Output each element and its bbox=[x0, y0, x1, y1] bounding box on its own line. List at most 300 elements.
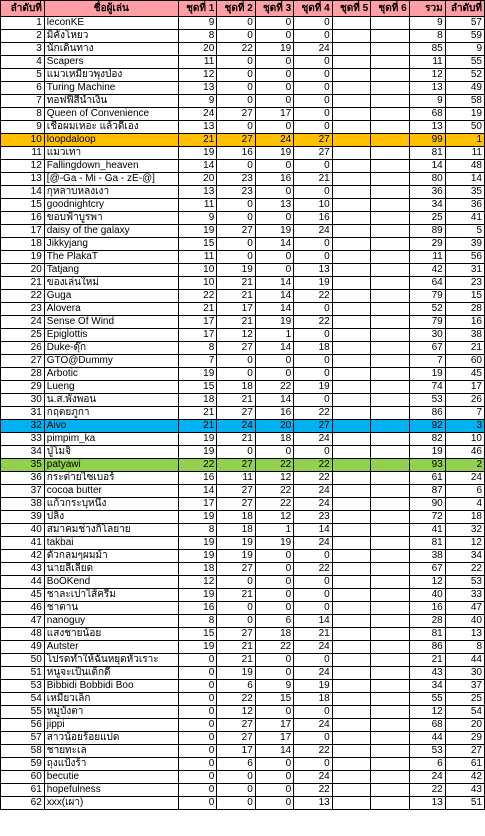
table-row bbox=[1, 17, 485, 30]
cell-set-3: 0 bbox=[255, 17, 293, 30]
cell-set-5 bbox=[332, 264, 370, 277]
cell-no: 60 bbox=[1, 771, 45, 784]
cell-player-name: Bibbidi Bobbidi Boo bbox=[44, 680, 178, 693]
cell-set-4: 24 bbox=[294, 667, 332, 680]
cell-set-6 bbox=[371, 316, 409, 329]
cell-total: 92 bbox=[409, 420, 445, 433]
cell-player-name: มิคังโหยว bbox=[44, 30, 178, 43]
cell-player-name: hopefulness bbox=[44, 784, 178, 797]
cell-total: 43 bbox=[409, 667, 445, 680]
header-rank: ลำดับที่ bbox=[445, 1, 484, 17]
cell-total: 6 bbox=[409, 758, 445, 771]
cell-total: 55 bbox=[409, 693, 445, 706]
cell-set-3: 0 bbox=[255, 69, 293, 82]
cell-rank: 59 bbox=[445, 30, 484, 43]
cell-set-4: 21 bbox=[294, 628, 332, 641]
cell-set-5 bbox=[332, 654, 370, 667]
cell-set-3: 0 bbox=[255, 355, 293, 368]
cell-set-3: 0 bbox=[255, 368, 293, 381]
table-row bbox=[1, 82, 485, 95]
table-row bbox=[1, 43, 485, 56]
cell-total: 68 bbox=[409, 108, 445, 121]
cell-set-1: 16 bbox=[178, 472, 216, 485]
cell-total: 13 bbox=[409, 82, 445, 95]
cell-set-5 bbox=[332, 693, 370, 706]
cell-set-2: 0 bbox=[217, 238, 255, 251]
cell-set-2: 0 bbox=[217, 355, 255, 368]
cell-player-name: น.ส.พังพอน bbox=[44, 394, 178, 407]
cell-set-3: 0 bbox=[255, 667, 293, 680]
cell-set-3: 19 bbox=[255, 316, 293, 329]
cell-set-3: 22 bbox=[255, 459, 293, 472]
cell-set-1: 0 bbox=[178, 732, 216, 745]
cell-player-name: ขอบฟ้าบูรพา bbox=[44, 212, 178, 225]
cell-set-1: 19 bbox=[178, 368, 216, 381]
table-row bbox=[1, 355, 485, 368]
cell-set-6 bbox=[371, 602, 409, 615]
cell-set-6 bbox=[371, 277, 409, 290]
cell-set-1: 10 bbox=[178, 277, 216, 290]
cell-rank: 61 bbox=[445, 758, 484, 771]
cell-set-4: 27 bbox=[294, 420, 332, 433]
cell-set-4: 24 bbox=[294, 719, 332, 732]
cell-total: 99 bbox=[409, 134, 445, 147]
cell-set-1: 22 bbox=[178, 459, 216, 472]
cell-rank: 20 bbox=[445, 719, 484, 732]
cell-set-4: 24 bbox=[294, 498, 332, 511]
cell-set-4: 22 bbox=[294, 745, 332, 758]
cell-no: 39 bbox=[1, 511, 45, 524]
table-row bbox=[1, 654, 485, 667]
cell-set-5 bbox=[332, 797, 370, 810]
cell-set-3: 0 bbox=[255, 550, 293, 563]
cell-player-name: daisy of the galaxy bbox=[44, 225, 178, 238]
cell-player-name: Epiglottis bbox=[44, 329, 178, 342]
cell-total: 12 bbox=[409, 576, 445, 589]
cell-set-3: 14 bbox=[255, 394, 293, 407]
cell-rank: 47 bbox=[445, 602, 484, 615]
cell-player-name: กระต่ายไซเบอร์ bbox=[44, 472, 178, 485]
cell-rank: 57 bbox=[445, 17, 484, 30]
cell-total: 80 bbox=[409, 173, 445, 186]
cell-set-5 bbox=[332, 394, 370, 407]
cell-set-5 bbox=[332, 17, 370, 30]
cell-set-5 bbox=[332, 771, 370, 784]
table-row bbox=[1, 420, 485, 433]
cell-player-name: takbai bbox=[44, 537, 178, 550]
cell-set-4: 0 bbox=[294, 654, 332, 667]
cell-total: 14 bbox=[409, 160, 445, 173]
cell-set-5 bbox=[332, 589, 370, 602]
cell-set-5 bbox=[332, 199, 370, 212]
cell-no: 19 bbox=[1, 251, 45, 264]
cell-set-6 bbox=[371, 628, 409, 641]
cell-total: 7 bbox=[409, 355, 445, 368]
cell-no: 53 bbox=[1, 680, 45, 693]
cell-total: 81 bbox=[409, 537, 445, 550]
table-row bbox=[1, 719, 485, 732]
cell-rank: 52 bbox=[445, 69, 484, 82]
cell-player-name: นักเดินทาง bbox=[44, 43, 178, 56]
cell-set-6 bbox=[371, 212, 409, 225]
cell-set-2: 0 bbox=[217, 251, 255, 264]
cell-set-6 bbox=[371, 160, 409, 173]
cell-set-2: 18 bbox=[217, 511, 255, 524]
header-rank-no: ลำดับที่ bbox=[1, 1, 45, 17]
cell-set-5 bbox=[332, 719, 370, 732]
cell-no: 46 bbox=[1, 602, 45, 615]
cell-player-name: นายลีเลียด bbox=[44, 563, 178, 576]
table-row bbox=[1, 745, 485, 758]
cell-player-name: Sense Of Wind bbox=[44, 316, 178, 329]
cell-rank: 39 bbox=[445, 238, 484, 251]
cell-set-6 bbox=[371, 121, 409, 134]
cell-set-2: 27 bbox=[217, 732, 255, 745]
cell-set-4: 14 bbox=[294, 615, 332, 628]
cell-player-name: jippi bbox=[44, 719, 178, 732]
cell-total: 25 bbox=[409, 212, 445, 225]
cell-no: 16 bbox=[1, 212, 45, 225]
cell-player-name: Autster bbox=[44, 641, 178, 654]
header-player-name: ชื่อผู้เล่น bbox=[44, 1, 178, 17]
cell-player-name: ของเล่นใหม่ bbox=[44, 277, 178, 290]
cell-rank: 28 bbox=[445, 303, 484, 316]
cell-no: 23 bbox=[1, 303, 45, 316]
cell-set-2: 0 bbox=[217, 212, 255, 225]
table-row bbox=[1, 342, 485, 355]
header-set-5: ชุดที่ 5 bbox=[332, 1, 370, 17]
cell-no: 47 bbox=[1, 615, 45, 628]
cell-set-5 bbox=[332, 368, 370, 381]
cell-set-5 bbox=[332, 758, 370, 771]
cell-set-4: 27 bbox=[294, 134, 332, 147]
cell-set-3: 17 bbox=[255, 108, 293, 121]
cell-set-4: 22 bbox=[294, 784, 332, 797]
cell-rank: 9 bbox=[445, 43, 484, 56]
cell-set-3: 12 bbox=[255, 511, 293, 524]
cell-set-4: 23 bbox=[294, 511, 332, 524]
cell-set-6 bbox=[371, 433, 409, 446]
cell-total: 72 bbox=[409, 511, 445, 524]
cell-no: 24 bbox=[1, 316, 45, 329]
cell-set-1: 11 bbox=[178, 56, 216, 69]
cell-rank: 14 bbox=[445, 173, 484, 186]
cell-set-5 bbox=[332, 524, 370, 537]
cell-set-2: 27 bbox=[217, 719, 255, 732]
cell-set-4: 0 bbox=[294, 30, 332, 43]
header-set-4: ชุดที่ 4 bbox=[294, 1, 332, 17]
cell-set-6 bbox=[371, 563, 409, 576]
cell-total: 52 bbox=[409, 303, 445, 316]
cell-set-6 bbox=[371, 550, 409, 563]
cell-set-6 bbox=[371, 95, 409, 108]
cell-set-3: 0 bbox=[255, 186, 293, 199]
cell-player-name: แมวเทา bbox=[44, 147, 178, 160]
cell-set-1: 14 bbox=[178, 485, 216, 498]
cell-set-4: 19 bbox=[294, 277, 332, 290]
cell-set-6 bbox=[371, 355, 409, 368]
cell-set-2: 19 bbox=[217, 667, 255, 680]
table-row bbox=[1, 797, 485, 810]
cell-set-6 bbox=[371, 264, 409, 277]
cell-rank: 10 bbox=[445, 433, 484, 446]
cell-rank: 32 bbox=[445, 524, 484, 537]
table-row bbox=[1, 446, 485, 459]
cell-set-2: 21 bbox=[217, 277, 255, 290]
cell-set-5 bbox=[332, 160, 370, 173]
cell-set-2: 17 bbox=[217, 745, 255, 758]
cell-total: 36 bbox=[409, 186, 445, 199]
cell-total: 21 bbox=[409, 654, 445, 667]
cell-set-2: 12 bbox=[217, 706, 255, 719]
cell-set-2: 0 bbox=[217, 368, 255, 381]
cell-total: 86 bbox=[409, 407, 445, 420]
cell-set-3: 0 bbox=[255, 212, 293, 225]
table-row bbox=[1, 667, 485, 680]
cell-no: 25 bbox=[1, 329, 45, 342]
cell-set-1: 17 bbox=[178, 329, 216, 342]
cell-set-5 bbox=[332, 615, 370, 628]
cell-set-2: 27 bbox=[217, 134, 255, 147]
cell-set-4: 0 bbox=[294, 329, 332, 342]
cell-no: 30 bbox=[1, 394, 45, 407]
cell-player-name: Duke-ดุ๊ก bbox=[44, 342, 178, 355]
cell-set-2: 27 bbox=[217, 225, 255, 238]
cell-set-4: 0 bbox=[294, 303, 332, 316]
cell-player-name: nanoguy bbox=[44, 615, 178, 628]
cell-set-2: 22 bbox=[217, 693, 255, 706]
table-row bbox=[1, 69, 485, 82]
cell-set-6 bbox=[371, 43, 409, 56]
cell-set-6 bbox=[371, 69, 409, 82]
cell-set-4: 0 bbox=[294, 355, 332, 368]
cell-set-2: 19 bbox=[217, 550, 255, 563]
table-row bbox=[1, 251, 485, 264]
cell-set-1: 19 bbox=[178, 589, 216, 602]
cell-no: 43 bbox=[1, 563, 45, 576]
cell-no: 20 bbox=[1, 264, 45, 277]
cell-set-3: 13 bbox=[255, 199, 293, 212]
cell-set-4: 0 bbox=[294, 550, 332, 563]
cell-set-5 bbox=[332, 472, 370, 485]
cell-set-6 bbox=[371, 680, 409, 693]
cell-no: 10 bbox=[1, 134, 45, 147]
cell-no: 28 bbox=[1, 368, 45, 381]
cell-total: 67 bbox=[409, 563, 445, 576]
cell-player-name: cocoa butter bbox=[44, 485, 178, 498]
cell-set-3: 0 bbox=[255, 797, 293, 810]
table-row bbox=[1, 329, 485, 342]
cell-set-2: 21 bbox=[217, 316, 255, 329]
cell-set-2: 0 bbox=[217, 602, 255, 615]
cell-rank: 3 bbox=[445, 420, 484, 433]
table-row bbox=[1, 563, 485, 576]
cell-set-1: 21 bbox=[178, 407, 216, 420]
cell-set-1: 21 bbox=[178, 134, 216, 147]
cell-set-3: 14 bbox=[255, 303, 293, 316]
cell-set-6 bbox=[371, 173, 409, 186]
cell-set-6 bbox=[371, 654, 409, 667]
cell-rank: 25 bbox=[445, 693, 484, 706]
cell-set-6 bbox=[371, 30, 409, 43]
cell-set-1: 15 bbox=[178, 628, 216, 641]
cell-rank: 37 bbox=[445, 680, 484, 693]
table-row bbox=[1, 433, 485, 446]
cell-set-5 bbox=[332, 43, 370, 56]
table-body bbox=[1, 17, 485, 810]
cell-rank: 54 bbox=[445, 706, 484, 719]
cell-set-5 bbox=[332, 381, 370, 394]
cell-no: 12 bbox=[1, 160, 45, 173]
cell-player-name: สาวน้อยร้อยแปด bbox=[44, 732, 178, 745]
cell-set-1: 8 bbox=[178, 342, 216, 355]
cell-set-4: 0 bbox=[294, 758, 332, 771]
cell-set-2: 0 bbox=[217, 30, 255, 43]
cell-total: 81 bbox=[409, 147, 445, 160]
cell-set-1: 0 bbox=[178, 654, 216, 667]
table-row bbox=[1, 706, 485, 719]
cell-set-4: 24 bbox=[294, 771, 332, 784]
cell-total: 53 bbox=[409, 394, 445, 407]
table-row bbox=[1, 550, 485, 563]
cell-rank: 60 bbox=[445, 355, 484, 368]
table-row bbox=[1, 537, 485, 550]
cell-set-3: 0 bbox=[255, 251, 293, 264]
cell-set-5 bbox=[332, 667, 370, 680]
cell-set-6 bbox=[371, 667, 409, 680]
cell-set-3: 1 bbox=[255, 524, 293, 537]
header-set-3: ชุดที่ 3 bbox=[255, 1, 293, 17]
cell-total: 89 bbox=[409, 225, 445, 238]
cell-set-4: 0 bbox=[294, 121, 332, 134]
cell-set-2: 22 bbox=[217, 43, 255, 56]
cell-set-4: 24 bbox=[294, 641, 332, 654]
cell-set-5 bbox=[332, 459, 370, 472]
cell-player-name: Tatjang bbox=[44, 264, 178, 277]
cell-no: 22 bbox=[1, 290, 45, 303]
cell-set-6 bbox=[371, 459, 409, 472]
cell-total: 40 bbox=[409, 589, 445, 602]
cell-set-1: 19 bbox=[178, 641, 216, 654]
cell-no: 35 bbox=[1, 459, 45, 472]
cell-set-4: 18 bbox=[294, 693, 332, 706]
cell-total: 90 bbox=[409, 498, 445, 511]
table-row bbox=[1, 641, 485, 654]
cell-set-2: 19 bbox=[217, 537, 255, 550]
cell-set-2: 0 bbox=[217, 17, 255, 30]
cell-rank: 7 bbox=[445, 407, 484, 420]
cell-player-name: Turing Machine bbox=[44, 82, 178, 95]
table-row bbox=[1, 628, 485, 641]
cell-set-1: 8 bbox=[178, 615, 216, 628]
cell-set-5 bbox=[332, 212, 370, 225]
cell-set-2: 27 bbox=[217, 498, 255, 511]
cell-total: 74 bbox=[409, 381, 445, 394]
cell-set-4: 0 bbox=[294, 95, 332, 108]
table-row bbox=[1, 407, 485, 420]
cell-set-4: 0 bbox=[294, 589, 332, 602]
cell-set-4: 22 bbox=[294, 316, 332, 329]
cell-set-2: 27 bbox=[217, 108, 255, 121]
cell-player-name: สมาคมช่างกิโลยาย bbox=[44, 524, 178, 537]
cell-set-3: 12 bbox=[255, 472, 293, 485]
cell-no: 33 bbox=[1, 433, 45, 446]
table-row bbox=[1, 511, 485, 524]
table-row bbox=[1, 160, 485, 173]
cell-player-name: ปู่โมจิ bbox=[44, 446, 178, 459]
cell-set-1: 19 bbox=[178, 511, 216, 524]
cell-set-3: 14 bbox=[255, 290, 293, 303]
cell-set-6 bbox=[371, 719, 409, 732]
table-row bbox=[1, 212, 485, 225]
table-row bbox=[1, 264, 485, 277]
table-row bbox=[1, 524, 485, 537]
cell-set-2: 6 bbox=[217, 680, 255, 693]
cell-no: 37 bbox=[1, 485, 45, 498]
cell-set-2: 0 bbox=[217, 797, 255, 810]
cell-set-4: 13 bbox=[294, 797, 332, 810]
cell-no: 7 bbox=[1, 95, 45, 108]
cell-set-6 bbox=[371, 641, 409, 654]
cell-total: 28 bbox=[409, 615, 445, 628]
cell-no: 17 bbox=[1, 225, 45, 238]
cell-no: 21 bbox=[1, 277, 45, 290]
table-row bbox=[1, 693, 485, 706]
cell-set-2: 21 bbox=[217, 290, 255, 303]
cell-rank: 55 bbox=[445, 56, 484, 69]
cell-no: 44 bbox=[1, 576, 45, 589]
cell-set-1: 15 bbox=[178, 381, 216, 394]
cell-player-name: ชาตาน bbox=[44, 602, 178, 615]
cell-set-1: 0 bbox=[178, 784, 216, 797]
cell-set-4: 0 bbox=[294, 238, 332, 251]
cell-set-6 bbox=[371, 238, 409, 251]
cell-total: 87 bbox=[409, 485, 445, 498]
cell-rank: 24 bbox=[445, 472, 484, 485]
cell-total: 68 bbox=[409, 719, 445, 732]
cell-set-6 bbox=[371, 225, 409, 238]
cell-player-name: patyawi bbox=[44, 459, 178, 472]
cell-player-name: Jikkyjang bbox=[44, 238, 178, 251]
table-row bbox=[1, 589, 485, 602]
header-set-1: ชุดที่ 1 bbox=[178, 1, 216, 17]
cell-set-6 bbox=[371, 199, 409, 212]
cell-set-5 bbox=[332, 680, 370, 693]
cell-set-6 bbox=[371, 342, 409, 355]
cell-set-3: 22 bbox=[255, 381, 293, 394]
cell-player-name: แก้วกระบุหนึ่ง bbox=[44, 498, 178, 511]
cell-player-name: แสงชายน้อย bbox=[44, 628, 178, 641]
cell-total: 16 bbox=[409, 602, 445, 615]
cell-no: 31 bbox=[1, 407, 45, 420]
cell-total: 93 bbox=[409, 459, 445, 472]
cell-set-3: 9 bbox=[255, 680, 293, 693]
cell-rank: 29 bbox=[445, 732, 484, 745]
cell-set-4: 16 bbox=[294, 212, 332, 225]
cell-set-2: 19 bbox=[217, 264, 255, 277]
cell-no: 61 bbox=[1, 784, 45, 797]
cell-set-4: 18 bbox=[294, 342, 332, 355]
cell-set-1: 14 bbox=[178, 160, 216, 173]
cell-set-2: 0 bbox=[217, 446, 255, 459]
cell-player-name: แมวเหมียวพุงป่อง bbox=[44, 69, 178, 82]
table-row bbox=[1, 134, 485, 147]
table-row bbox=[1, 732, 485, 745]
cell-rank: 46 bbox=[445, 446, 484, 459]
cell-set-4: 22 bbox=[294, 290, 332, 303]
cell-set-1: 16 bbox=[178, 602, 216, 615]
cell-total: 12 bbox=[409, 69, 445, 82]
